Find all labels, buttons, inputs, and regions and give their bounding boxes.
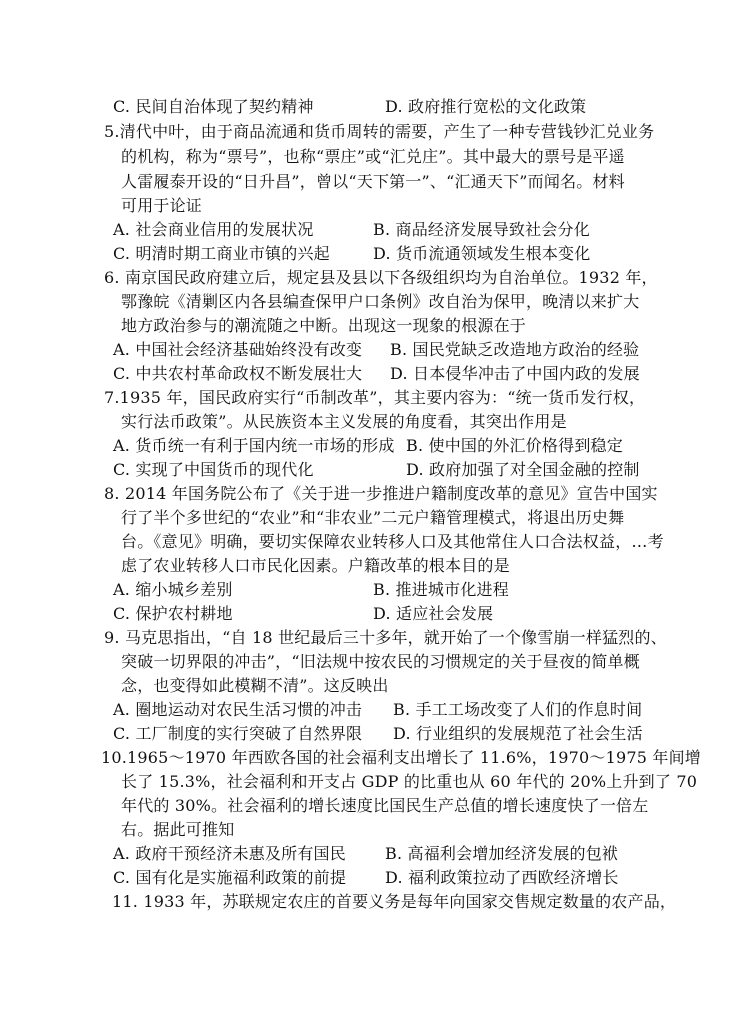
q8-stem-line-3: 台。《意见》明确，要切实保障农业转移人口及其他常住人口合法权益，…考 — [121, 532, 664, 551]
q6-stem-line-3: 地方政治参与的潮流随之中断。出现这一现象的根源在于 — [121, 316, 527, 335]
q10-stem-line-1: 10.1965～1970 年西欧各国的社会福利支出增长了 11.6%，1970～1975 年间增 — [101, 748, 702, 767]
q7-option-a: A. 货币统一有利于国内统一市场的形成 — [113, 436, 395, 455]
q10-stem-line-2: 长了 15.3%，社会福利和开支占 GDP 的比重也从 60 年代的 20%上升到了 70 — [121, 772, 698, 791]
q9-stem-line-1: 9. 马克思指出，“自 18 世纪最后三十多年，就开始了一个像雪崩一样猛烈的、 — [104, 628, 667, 647]
q6-option-d: D. 日本侵华冲击了中国内政的发展 — [390, 364, 640, 383]
q8-stem-line-2: 行了半个多世纪的“农业”和“非农业”二元户籍管理模式，将退出历史舞 — [121, 508, 625, 527]
q10-stem-line-3: 年代的 30%。社会福利的增长速度比国民生产总值的增长速度快了一倍左 — [121, 796, 649, 815]
q9-option-a: A. 圈地运动对农民生活习惯的冲击 — [113, 700, 363, 719]
q11-stem-line-1: 11. 1933 年，苏联规定农庄的首要义务是每年向国家交售规定数量的农产品， — [112, 892, 677, 911]
q5-option-c: C. 明清时期工商业市镇的兴起 — [113, 244, 330, 263]
q6-stem-line-2: 鄂豫皖《清剿区内各县编查保甲户口条例》改自治为保甲，晚清以来扩大 — [121, 292, 640, 311]
option-c-prev: C. 民间自治体现了契约精神 — [113, 97, 314, 116]
q7-option-b: B. 使中国的外汇价格得到稳定 — [406, 436, 623, 455]
q10-option-a: A. 政府干预经济未惠及所有国民 — [113, 844, 346, 863]
q7-option-c: C. 实现了中国货币的现代化 — [113, 460, 314, 479]
option-d-prev: D. 政府推行宽松的文化政策 — [385, 97, 587, 116]
q6-option-c: C. 中共农村革命政权不断发展壮大 — [113, 364, 363, 383]
q5-stem-line-1: 5.清代中叶，由于商品流通和货币周转的需要，产生了一种专营钱钞汇兑业务 — [104, 122, 655, 141]
q7-option-d: D. 政府加强了对全国金融的控制 — [406, 460, 640, 479]
q10-option-c: C. 国有化是实施福利政策的前提 — [113, 868, 347, 887]
q5-stem-line-3: 人雷履泰开设的“日升昌”，曾以“天下第一”、“汇通天下”而闻名。材料 — [121, 172, 625, 191]
q5-option-d: D. 货币流通领域发生根本变化 — [373, 244, 591, 263]
q9-stem-line-2: 突破一切界限的冲击”，“旧法规中按农民的习惯规定的关于昼夜的简单概 — [121, 652, 640, 671]
q10-option-b: B. 高福利会增加经济发展的包袱 — [385, 844, 619, 863]
q6-option-a: A. 中国社会经济基础始终没有改变 — [113, 340, 363, 359]
q10-option-d: D. 福利政策拉动了西欧经济增长 — [385, 868, 619, 887]
q9-stem-line-3: 念，也变得如此模糊不清”。这反映出 — [121, 676, 389, 695]
q5-option-b: B. 商品经济发展导致社会分化 — [373, 220, 590, 239]
q8-option-a: A. 缩小城乡差别 — [113, 580, 233, 599]
q5-option-a: A. 社会商业信用的发展状况 — [113, 220, 314, 239]
q9-option-d: D. 行业组织的发展规范了社会生活 — [393, 724, 643, 743]
q10-stem-line-4: 右。据此可推知 — [121, 820, 235, 839]
q6-option-b: B. 国民党缺乏改造地方政治的经验 — [390, 340, 640, 359]
q8-option-d: D. 适应社会发展 — [373, 604, 494, 623]
q7-stem-line-1: 7.1935 年，国民政府实行“币制改革”，其主要内容为：“统一货币发行权， — [104, 388, 646, 407]
q8-option-b: B. 推进城市化进程 — [373, 580, 509, 599]
q8-stem-line-1: 8. 2014 年国务院公布了《关于进一步推进户籍制度改革的意见》宣告中国实 — [104, 484, 658, 503]
q6-stem-line-1: 6. 南京国民政府建立后，规定县及县以下各级组织均为自治单位。1932 年， — [104, 268, 658, 287]
q9-option-c: C. 工厂制度的实行突破了自然界限 — [113, 724, 363, 743]
q7-stem-line-2: 实行法币政策”。从民族资本主义发展的角度看，其突出作用是 — [121, 412, 567, 431]
q5-stem-line-2: 的机构，称为“票号”，也称“票庄”或“汇兑庄”。其中最大的票号是平遥 — [121, 147, 625, 166]
q9-option-b: B. 手工工场改变了人们的作息时间 — [393, 700, 643, 719]
q8-option-c: C. 保护农村耕地 — [113, 604, 233, 623]
q5-stem-line-4: 可用于论证 — [121, 196, 203, 215]
q8-stem-line-4: 虑了农业转移人口市民化因素。户籍改革的根本目的是 — [121, 556, 510, 575]
